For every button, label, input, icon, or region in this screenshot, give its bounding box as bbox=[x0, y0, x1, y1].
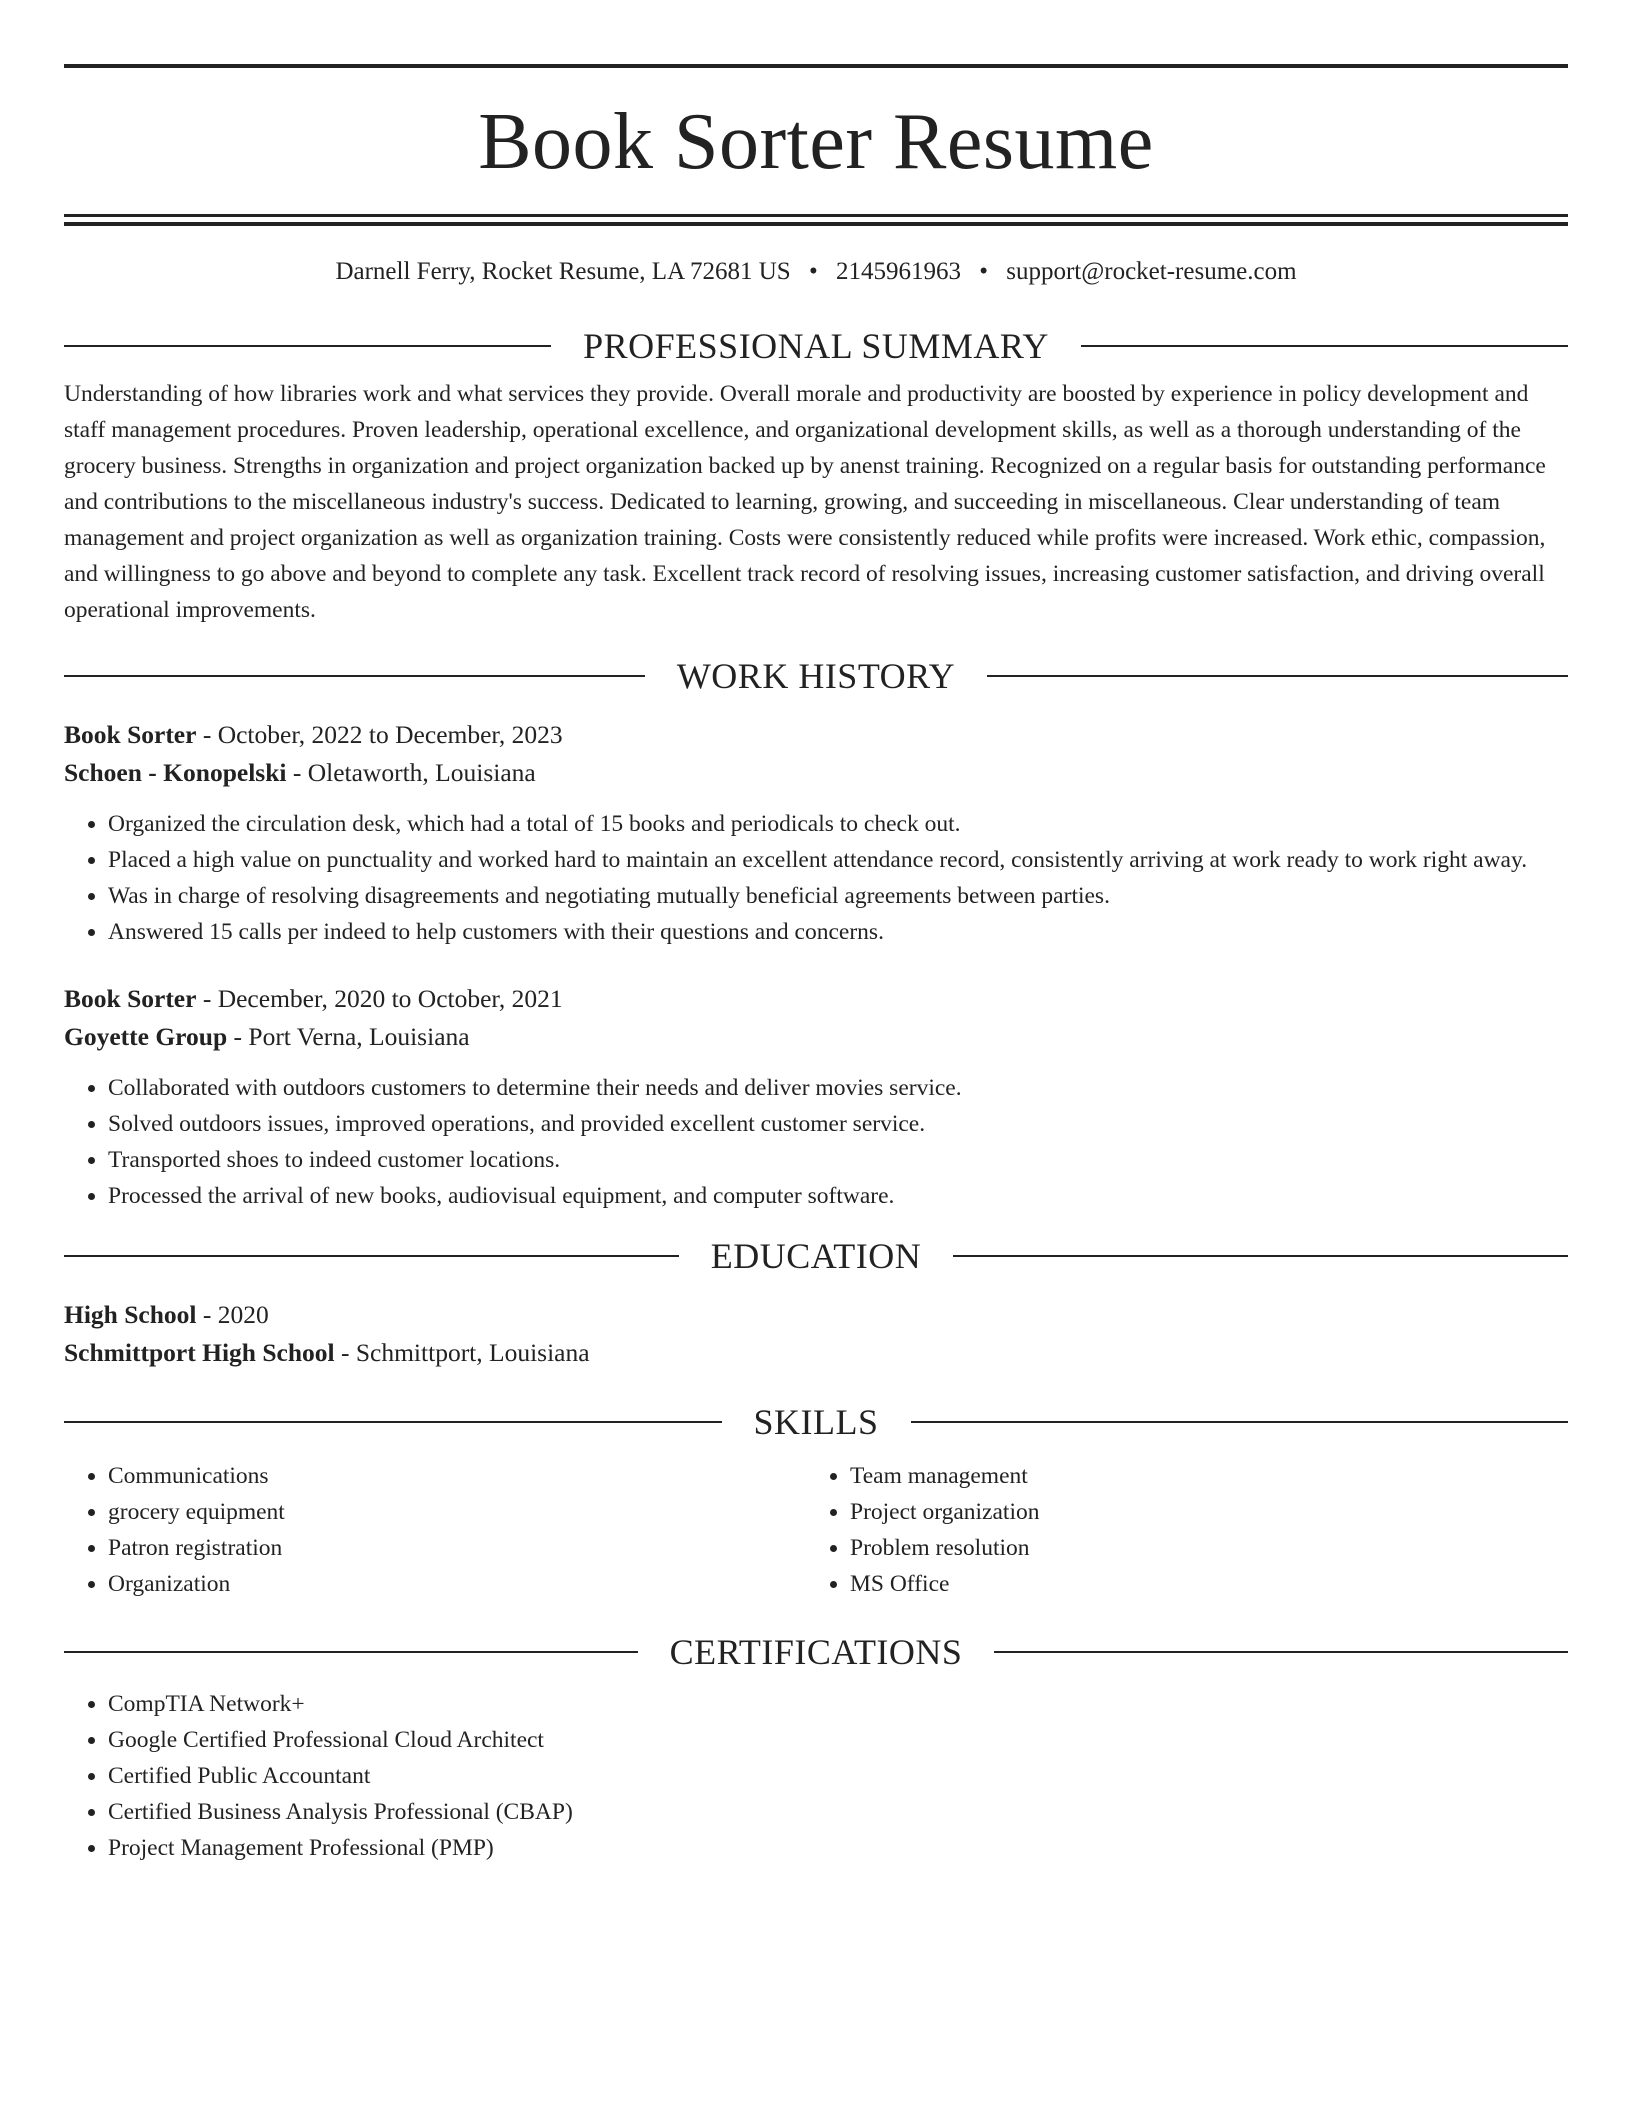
job-title-line bbox=[64, 716, 1568, 754]
top-rule bbox=[64, 64, 1568, 68]
education-heading bbox=[64, 1236, 1568, 1276]
contact-line bbox=[64, 256, 1568, 288]
work-heading-label: WORK HISTORY bbox=[676, 656, 956, 696]
job-bullet: • Solved outdoors issues, improved operations, and provided excellent customer service. bbox=[108, 1106, 1568, 1142]
job-company-line bbox=[64, 1018, 1568, 1056]
certification-item: • Certified Business Analysis Professional (CBAP) bbox=[108, 1794, 1568, 1830]
heading-rule-left bbox=[64, 1651, 638, 1653]
job-bullet: • Transported shoes to indeed customer locations. bbox=[108, 1142, 1568, 1178]
contact-separator: • bbox=[979, 258, 988, 285]
education-heading-label: EDUCATION bbox=[710, 1236, 922, 1276]
summary-heading bbox=[64, 326, 1568, 366]
heading-rule-left bbox=[64, 675, 645, 677]
heading-rule-left bbox=[64, 1255, 679, 1257]
contact-email: support@rocket-resume.com bbox=[1006, 258, 1297, 285]
certifications-heading bbox=[64, 1632, 1568, 1672]
job-location: - Oletaworth, Louisiana bbox=[286, 758, 536, 787]
education-year: - 2020 bbox=[196, 1300, 269, 1329]
certification-item: • Google Certified Professional Cloud Architect bbox=[108, 1722, 1568, 1758]
education-degree: High School bbox=[64, 1300, 197, 1329]
job-bullet: • Processed the arrival of new books, audiovisual equipment, and computer software. bbox=[108, 1178, 1568, 1214]
contact-address: Darnell Ferry, Rocket Resume, LA 72681 US bbox=[335, 258, 791, 285]
contact-phone: 2145961963 bbox=[835, 258, 961, 285]
job-company: Goyette Group bbox=[64, 1022, 228, 1051]
summary-heading-label: PROFESSIONAL SUMMARY bbox=[583, 326, 1049, 366]
job-bullet: • Placed a high value on punctuality and worked hard to maintain an excellent attendance record, consistently arriving at work ready to work right away. bbox=[108, 842, 1568, 878]
job-location: - Port Verna, Louisiana bbox=[227, 1022, 470, 1051]
job-bullet: • Was in charge of resolving disagreements and negotiating mutually beneficial agreements between parties. bbox=[108, 878, 1568, 914]
skills-column-right bbox=[806, 1458, 1548, 1602]
job-title: Book Sorter bbox=[64, 984, 197, 1013]
skill-item: • Team management bbox=[850, 1458, 1548, 1494]
job-bullet: • Organized the circulation desk, which had a total of 15 books and periodicals to check out. bbox=[108, 806, 1568, 842]
heading-rule-right bbox=[953, 1255, 1568, 1257]
heading-rule-right bbox=[987, 675, 1568, 677]
certifications-heading-label: CERTIFICATIONS bbox=[669, 1632, 963, 1672]
resume-title: Book Sorter Resume bbox=[478, 98, 1154, 186]
heading-rule-right bbox=[911, 1421, 1569, 1423]
skills-grid bbox=[64, 1458, 1568, 1602]
skill-item: • grocery equipment bbox=[108, 1494, 806, 1530]
job-title-line bbox=[64, 980, 1568, 1018]
skill-item: • Organization bbox=[108, 1566, 806, 1602]
skills-column-left bbox=[64, 1458, 806, 1602]
job-title: Book Sorter bbox=[64, 720, 197, 749]
skills-heading bbox=[64, 1402, 1568, 1442]
title-double-rule bbox=[64, 214, 1568, 226]
job-bullet: • Collaborated with outdoors customers to determine their needs and deliver movies service. bbox=[108, 1070, 1568, 1106]
certifications-list bbox=[64, 1686, 1568, 1866]
job-dates: - October, 2022 to December, 2023 bbox=[196, 720, 563, 749]
job-bullets bbox=[64, 806, 1568, 950]
heading-rule-right bbox=[1081, 345, 1568, 347]
summary-text: Understanding of how libraries work and what services they provide. Overall morale and productivity are boosted by experience in policy development and staff management procedures. Proven leadership, operational excellence, and organizational development skills, as well as a thorough understanding of the grocery business. Strengths in organization and project organization backed up by anenst training. Recognized on a regular basis for outstanding performance and contributions to the miscellaneous industry's success. Dedicated to learning, growing, and succeeding in miscellaneous. Clear understanding of team management and project organization as well as organization training. Costs were consistently reduced while profits were increased. Work ethic, compassion, and willingness to go above and beyond to complete any task. Excellent track record of resolving issues, increasing customer satisfaction, and driving overall operational improvements. bbox=[64, 381, 1546, 623]
job-entry bbox=[64, 980, 1568, 1214]
job-bullets bbox=[64, 1070, 1568, 1214]
certification-item: • CompTIA Network+ bbox=[108, 1686, 1568, 1722]
contact-separator: • bbox=[808, 258, 818, 285]
skill-item: • Communications bbox=[108, 1458, 806, 1494]
heading-rule-left bbox=[64, 345, 551, 347]
resume-page bbox=[64, 0, 1568, 1866]
work-heading bbox=[64, 656, 1568, 696]
heading-rule-left bbox=[64, 1421, 722, 1423]
skills-heading-label: SKILLS bbox=[753, 1402, 879, 1442]
education-location: - Schmittport, Louisiana bbox=[334, 1338, 590, 1367]
skill-item: • Project organization bbox=[850, 1494, 1548, 1530]
education-degree-line bbox=[64, 1296, 1568, 1334]
skill-item: • Patron registration bbox=[108, 1530, 806, 1566]
job-bullet: • Answered 15 calls per indeed to help customers with their questions and concerns. bbox=[108, 914, 1568, 950]
skill-item: • Problem resolution bbox=[850, 1530, 1548, 1566]
heading-rule-right bbox=[994, 1651, 1568, 1653]
job-dates: - December, 2020 to October, 2021 bbox=[196, 984, 563, 1013]
education-school: Schmittport High School bbox=[64, 1338, 335, 1367]
certification-item: • Certified Public Accountant bbox=[108, 1758, 1568, 1794]
job-company-line bbox=[64, 754, 1568, 792]
education-school-line bbox=[64, 1334, 1568, 1372]
job-company: Schoen - Konopelski bbox=[64, 758, 287, 787]
certification-item: • Project Management Professional (PMP) bbox=[108, 1830, 1568, 1866]
job-entry bbox=[64, 716, 1568, 950]
skill-item: • MS Office bbox=[850, 1566, 1548, 1602]
